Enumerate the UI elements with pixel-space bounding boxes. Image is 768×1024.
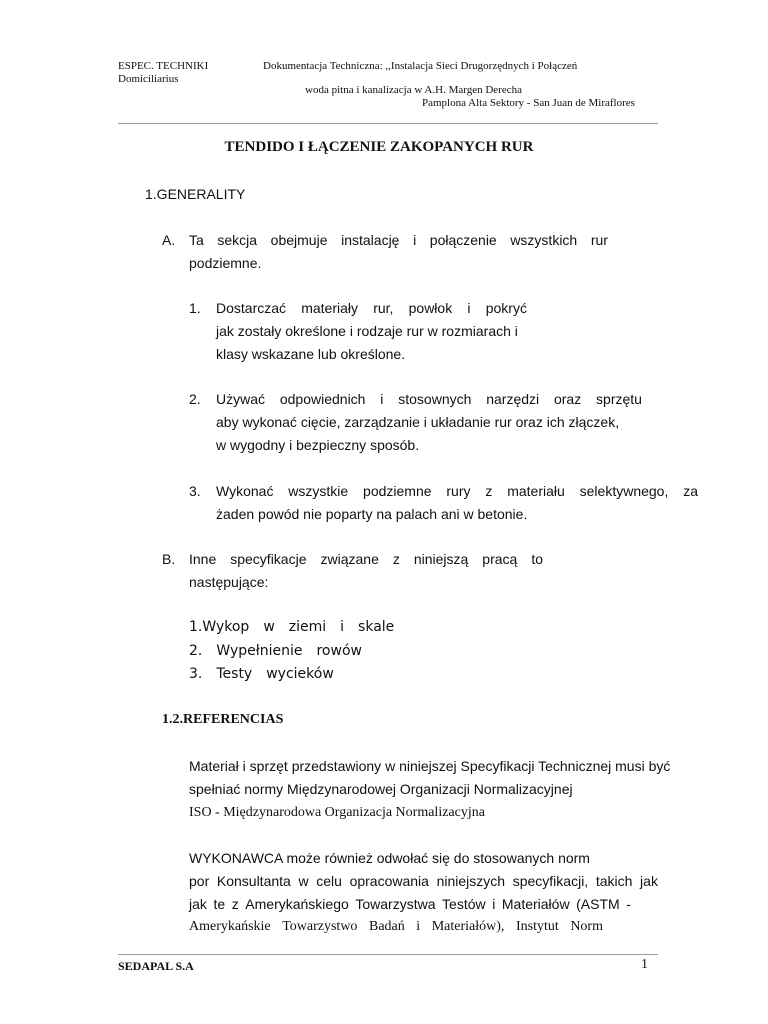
paragraph-2-line1: WYKONAWCA może również odwołać się do stosowanych norm xyxy=(189,850,590,866)
paragraph-1-line1: Materiał i sprzęt przedstawiony w niniejszej Specyfikacji Technicznej musi być xyxy=(189,758,671,774)
sub-item-marker-3: 3. xyxy=(189,483,201,499)
item-b-line1: Inne specyfikacje związane z niniejszą pracą to xyxy=(189,551,543,567)
paragraph-2-line2: por Konsultanta w celu opracowania niniejszych specyfikacji, takich jak xyxy=(189,873,658,889)
sub-item-2-line1: Używać odpowiednich i stosownych narzędzi oraz sprzętu xyxy=(216,391,642,407)
list-item: 3. Testy wycieków xyxy=(189,666,334,682)
paragraph-2-line3: jak te z Amerykańskiego Towarzystwa Testów i Materiałów (ASTM - xyxy=(189,896,631,912)
item-marker-b: B. xyxy=(162,551,176,567)
footer-company: SEDAPAL S.A xyxy=(118,959,194,973)
list-item: 2. Wypełnienie rowów xyxy=(189,643,362,659)
paragraph-1-line3: ISO - Międzynarodowa Organizacja Normalizacyjna xyxy=(189,805,485,820)
section-heading-generality: 1.GENERALITY xyxy=(145,186,246,202)
footer-divider xyxy=(118,954,658,955)
sub-item-marker-1: 1. xyxy=(189,300,201,316)
header-doc-title: Dokumentacja Techniczna: ,,Instalacja Sieci Drugorzędnych i Połączeń xyxy=(263,60,578,72)
header-doc-type-cont: Domiciliarius xyxy=(118,73,179,85)
sub-item-3-line1: Wykonać wszystkie podziemne rury z materiału selektywnego, za xyxy=(216,483,698,499)
paragraph-1-line2: spełniać normy Międzynarodowej Organizacji Normalizacyjnej xyxy=(189,781,573,797)
page-number: 1 xyxy=(641,957,648,972)
header-divider xyxy=(118,123,658,124)
sub-item-1-line1: Dostarczać materiały rur, powłok i pokryć xyxy=(216,300,527,316)
paragraph-2-line4: Amerykańskie Towarzystwo Badań i Materiałów), Instytut Norm xyxy=(189,919,603,934)
sub-item-3-line2: żaden powód nie poparty na palach ani w betonie. xyxy=(216,506,528,522)
item-b-line2: następujące: xyxy=(189,574,269,590)
header-doc-type: ESPEC. TECHNIKI xyxy=(118,60,209,72)
sub-item-2-line3: w wygodny i bezpieczny sposób. xyxy=(216,437,420,453)
sub-item-2-line2: aby wykonać cięcie, zarządzanie i układanie rur oraz ich złączek, xyxy=(216,414,620,430)
page-title: TENDIDO I ŁĄCZENIE ZAKOPANYCH RUR xyxy=(224,139,534,155)
sub-item-1-line2: jak zostały określone i rodzaje rur w rozmiarach i xyxy=(216,323,518,339)
sub-item-marker-2: 2. xyxy=(189,391,201,407)
section-heading-referencias: 1.2.REFERENCIAS xyxy=(162,712,284,727)
header-location: Pamplona Alta Sektory - San Juan de Miraflores xyxy=(422,97,635,109)
sub-item-1-line3: klasy wskazane lub określone. xyxy=(216,346,406,362)
header-project: woda pitna i kanalizacja w A.H. Margen Derecha xyxy=(305,84,522,96)
item-a-line1: Ta sekcja obejmuje instalację i połączenie wszystkich rur xyxy=(189,232,608,248)
item-marker-a: A. xyxy=(162,232,176,248)
item-a-line2: podziemne. xyxy=(189,255,262,271)
list-item: 1.Wykop w ziemi i skale xyxy=(189,619,395,635)
